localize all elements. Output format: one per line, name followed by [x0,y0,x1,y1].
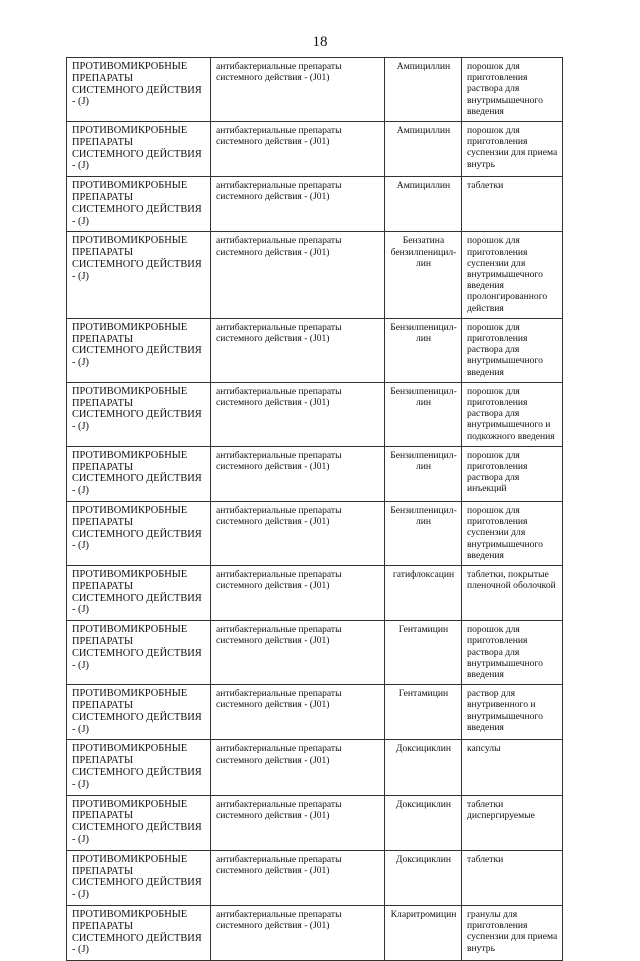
subgroup-cell: антибактериальные препараты системного действия - (J01) [211,382,385,446]
group-cell: ПРОТИВОМИКРОБНЫЕ ПРЕПАРАТЫ СИСТЕМНОГО ДЕЙСТВИЯ - (J) [67,850,211,905]
group-cell: ПРОТИВОМИКРОБНЫЕ ПРЕПАРАТЫ СИСТЕМНОГО ДЕЙСТВИЯ - (J) [67,566,211,621]
dosage-form-cell: порошок для приготовления суспензии для приема внутрь [462,122,563,177]
table-row [67,906,563,961]
table-row [67,685,563,740]
dosage-form-cell: таблетки, покрытые пленочной оболочкой [462,566,563,621]
table-row [67,502,563,566]
group-cell: ПРОТИВОМИКРОБНЫЕ ПРЕПАРАТЫ СИСТЕМНОГО ДЕЙСТВИЯ - (J) [67,177,211,232]
dosage-form-cell: порошок для приготовления раствора для внутримышечного и подкожного введения [462,382,563,446]
drug-name-cell: Ампициллин [385,177,462,232]
drug-name-cell: Доксициклин [385,740,462,795]
table-row [67,58,563,122]
subgroup-cell: антибактериальные препараты системного действия - (J01) [211,122,385,177]
group-cell: ПРОТИВОМИКРОБНЫЕ ПРЕПАРАТЫ СИСТЕМНОГО ДЕЙСТВИЯ - (J) [67,685,211,740]
drug-name-cell: Бензилпеницил-лин [385,318,462,382]
subgroup-cell: антибактериальные препараты системного действия - (J01) [211,232,385,318]
table-row [67,740,563,795]
group-cell: ПРОТИВОМИКРОБНЫЕ ПРЕПАРАТЫ СИСТЕМНОГО ДЕЙСТВИЯ - (J) [67,382,211,446]
drug-name-cell: Гентамицин [385,621,462,685]
group-cell: ПРОТИВОМИКРОБНЫЕ ПРЕПАРАТЫ СИСТЕМНОГО ДЕЙСТВИЯ - (J) [67,58,211,122]
table-row [67,318,563,382]
subgroup-cell: антибактериальные препараты системного действия - (J01) [211,621,385,685]
drug-name-cell: Доксициклин [385,850,462,905]
subgroup-cell: антибактериальные препараты системного действия - (J01) [211,685,385,740]
subgroup-cell: антибактериальные препараты системного действия - (J01) [211,502,385,566]
group-cell: ПРОТИВОМИКРОБНЫЕ ПРЕПАРАТЫ СИСТЕМНОГО ДЕЙСТВИЯ - (J) [67,740,211,795]
subgroup-cell: антибактериальные препараты системного действия - (J01) [211,850,385,905]
dosage-form-cell: таблетки [462,177,563,232]
table-row [67,850,563,905]
dosage-form-cell: капсулы [462,740,563,795]
dosage-form-cell: таблетки диспергируемые [462,795,563,850]
group-cell: ПРОТИВОМИКРОБНЫЕ ПРЕПАРАТЫ СИСТЕМНОГО ДЕЙСТВИЯ - (J) [67,232,211,318]
drug-name-cell: Бензилпеницил-лин [385,446,462,501]
table-row [67,382,563,446]
group-cell: ПРОТИВОМИКРОБНЫЕ ПРЕПАРАТЫ СИСТЕМНОГО ДЕЙСТВИЯ - (J) [67,122,211,177]
subgroup-cell: антибактериальные препараты системного действия - (J01) [211,58,385,122]
subgroup-cell: антибактериальные препараты системного действия - (J01) [211,906,385,961]
dosage-form-cell: порошок для приготовления раствора для внутримышечного введения [462,318,563,382]
drug-name-cell: Ампициллин [385,58,462,122]
table-row [67,177,563,232]
dosage-form-cell: гранулы для приготовления суспензии для приема внутрь [462,906,563,961]
subgroup-cell: антибактериальные препараты системного действия - (J01) [211,795,385,850]
drug-name-cell: Гентамицин [385,685,462,740]
table-row [67,122,563,177]
dosage-form-cell: порошок для приготовления суспензии для внутримышечного введения пролонгированного действия [462,232,563,318]
subgroup-cell: антибактериальные препараты системного действия - (J01) [211,566,385,621]
group-cell: ПРОТИВОМИКРОБНЫЕ ПРЕПАРАТЫ СИСТЕМНОГО ДЕЙСТВИЯ - (J) [67,502,211,566]
dosage-form-cell: порошок для приготовления раствора для внутримышечного введения [462,621,563,685]
dosage-form-cell: порошок для приготовления суспензии для внутримышечного введения [462,502,563,566]
dosage-form-cell: раствор для внутривенного и внутримышечного введения [462,685,563,740]
drug-name-cell: Бензатина бензилпеницил-лин [385,232,462,318]
group-cell: ПРОТИВОМИКРОБНЫЕ ПРЕПАРАТЫ СИСТЕМНОГО ДЕЙСТВИЯ - (J) [67,318,211,382]
drug-name-cell: Бензилпеницил-лин [385,502,462,566]
medication-table [66,57,563,961]
dosage-form-cell: порошок для приготовления раствора для инъекций [462,446,563,501]
subgroup-cell: антибактериальные препараты системного действия - (J01) [211,177,385,232]
drug-name-cell: Ампициллин [385,122,462,177]
table-row [67,621,563,685]
table-row [67,232,563,318]
subgroup-cell: антибактериальные препараты системного действия - (J01) [211,446,385,501]
group-cell: ПРОТИВОМИКРОБНЫЕ ПРЕПАРАТЫ СИСТЕМНОГО ДЕЙСТВИЯ - (J) [67,795,211,850]
page-number: 18 [312,34,328,50]
table-row [67,566,563,621]
dosage-form-cell: таблетки [462,850,563,905]
drug-name-cell: Бензилпеницил-лин [385,382,462,446]
group-cell: ПРОТИВОМИКРОБНЫЕ ПРЕПАРАТЫ СИСТЕМНОГО ДЕЙСТВИЯ - (J) [67,446,211,501]
subgroup-cell: антибактериальные препараты системного действия - (J01) [211,740,385,795]
drug-name-cell: гатифлоксацин [385,566,462,621]
drug-name-cell: Доксициклин [385,795,462,850]
group-cell: ПРОТИВОМИКРОБНЫЕ ПРЕПАРАТЫ СИСТЕМНОГО ДЕЙСТВИЯ - (J) [67,621,211,685]
table-row [67,446,563,501]
group-cell: ПРОТИВОМИКРОБНЫЕ ПРЕПАРАТЫ СИСТЕМНОГО ДЕЙСТВИЯ - (J) [67,906,211,961]
drug-name-cell: Кларитромицин [385,906,462,961]
table-row [67,795,563,850]
dosage-form-cell: порошок для приготовления раствора для внутримышечного введения [462,58,563,122]
subgroup-cell: антибактериальные препараты системного действия - (J01) [211,318,385,382]
